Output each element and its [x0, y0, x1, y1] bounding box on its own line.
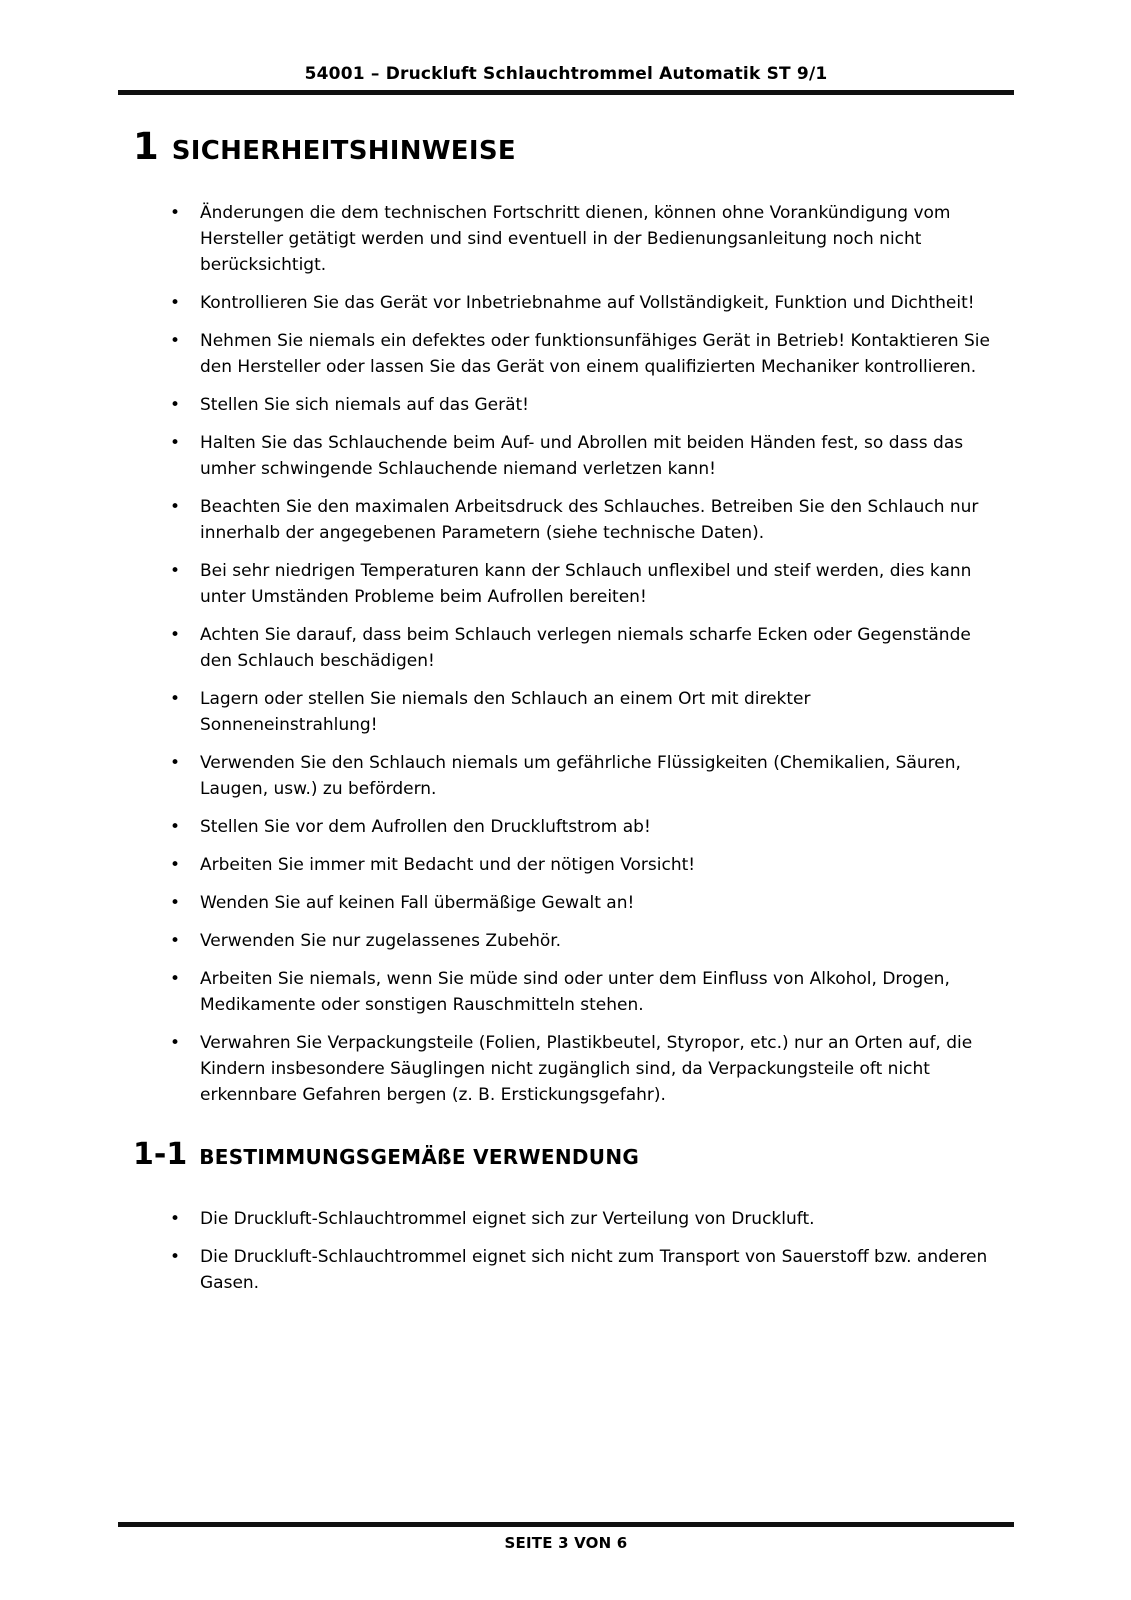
- list-item: [170, 1030, 991, 1108]
- list-item: [170, 622, 991, 674]
- list-item-text: Verwenden Sie den Schlauch niemals um gefährliche Flüssigkeiten (Chemikalien, Säuren, Laugen, usw.) zu befördern.: [200, 753, 961, 799]
- bullet-marker: •: [170, 1209, 181, 1229]
- list-item-text: Arbeiten Sie niemals, wenn Sie müde sind oder unter dem Einfluss von Alkohol, Drogen, Medikamente oder sonstigen Rauschmitteln stehen.: [200, 969, 950, 1015]
- bullet-marker: •: [170, 331, 181, 351]
- list-item-text: Kontrollieren Sie das Gerät vor Inbetriebnahme auf Vollständigkeit, Funktion und Dichtheit!: [200, 293, 975, 313]
- section-heading-1-1: [133, 1137, 991, 1172]
- list-item-text: Bei sehr niedrigen Temperaturen kann der Schlauch unflexibel und steif werden, dies kann unter Umständen Probleme beim Aufrollen bereiten!: [200, 561, 972, 607]
- list-item-text: Achten Sie darauf, dass beim Schlauch verlegen niemals scharfe Ecken oder Gegenstände den Schlauch beschädigen!: [200, 625, 971, 671]
- list-item: [170, 966, 991, 1018]
- bullet-marker: •: [170, 293, 181, 313]
- list-item-text: Die Druckluft-Schlauchtrommel eignet sich zur Verteilung von Druckluft.: [200, 1209, 815, 1229]
- bullet-marker: •: [170, 931, 181, 951]
- section-title: BESTIMMUNGSGEMÄßE VERWENDUNG: [199, 1145, 640, 1169]
- page-number-label: SEITE 3 VON 6: [504, 1534, 628, 1552]
- header-rule: [118, 90, 1014, 95]
- list-item-text: Beachten Sie den maximalen Arbeitsdruck des Schlauches. Betreiben Sie den Schlauch nur innerhalb der angegebenen Parametern (siehe technische Daten).: [200, 497, 979, 543]
- list-item: [170, 852, 991, 878]
- list-item: [170, 814, 991, 840]
- bullet-marker: •: [170, 625, 181, 645]
- list-item-text: Änderungen die dem technischen Fortschritt dienen, können ohne Vorankündigung vom Hersteller getätigt werden und sind eventuell in der Bedienungsanleitung noch nicht berücksichtigt.: [200, 203, 951, 275]
- list-item: [170, 928, 991, 954]
- bullet-marker: •: [170, 1247, 181, 1267]
- list-item-text: Verwenden Sie nur zugelassenes Zubehör.: [200, 931, 562, 951]
- list-item-text: Verwahren Sie Verpackungsteile (Folien, Plastikbeutel, Styropor, etc.) nur an Orten auf, die Kindern insbesondere Säuglingen nicht zugänglich sind, da Verpackungsteile oft nicht erkennbare Gefahren bergen (z. B. Erstickungsgefahr).: [200, 1033, 973, 1105]
- list-item: [170, 328, 991, 380]
- list-item: [170, 200, 991, 278]
- safety-bullet-list: [170, 200, 991, 1108]
- list-item: [170, 430, 991, 482]
- bullet-marker: •: [170, 497, 181, 517]
- section-heading-1: [133, 125, 991, 168]
- header-title: 54001 – Druckluft Schlauchtrommel Automatik ST 9/1: [304, 64, 828, 84]
- bullet-marker: •: [170, 395, 181, 415]
- list-item-text: Stellen Sie vor dem Aufrollen den Druckluftstrom ab!: [200, 817, 651, 837]
- list-item: [170, 1206, 991, 1232]
- footer-rule: [118, 1522, 1014, 1527]
- bullet-marker: •: [170, 855, 181, 875]
- list-item-text: Lagern oder stellen Sie niemals den Schlauch an einem Ort mit direkter Sonneneinstrahlung!: [200, 689, 811, 735]
- list-item: [170, 890, 991, 916]
- bullet-marker: •: [170, 893, 181, 913]
- list-item: [170, 494, 991, 546]
- section-number: 1: [133, 125, 159, 168]
- section-number: 1-1: [133, 1137, 188, 1172]
- list-item: [170, 558, 991, 610]
- bullet-marker: •: [170, 203, 181, 223]
- list-item: [170, 290, 991, 316]
- bullet-marker: •: [170, 817, 181, 837]
- list-item: [170, 1244, 991, 1296]
- list-item-text: Arbeiten Sie immer mit Bedacht und der nötigen Vorsicht!: [200, 855, 696, 875]
- section-title: SICHERHEITSHINWEISE: [171, 136, 516, 166]
- list-item-text: Stellen Sie sich niemals auf das Gerät!: [200, 395, 529, 415]
- list-item-text: Die Druckluft-Schlauchtrommel eignet sich nicht zum Transport von Sauerstoff bzw. anderen Gasen.: [200, 1247, 988, 1293]
- bullet-marker: •: [170, 689, 181, 709]
- list-item: [170, 686, 991, 738]
- list-item-text: Wenden Sie auf keinen Fall übermäßige Gewalt an!: [200, 893, 635, 913]
- bullet-marker: •: [170, 433, 181, 453]
- bullet-marker: •: [170, 1033, 181, 1053]
- list-item-text: Halten Sie das Schlauchende beim Auf- und Abrollen mit beiden Händen fest, so dass das umher schwingende Schlauchende niemand verletzen kann!: [200, 433, 964, 479]
- bullet-marker: •: [170, 753, 181, 773]
- intended-use-bullet-list: [170, 1206, 991, 1296]
- list-item-text: Nehmen Sie niemals ein defektes oder funktionsunfähiges Gerät in Betrieb! Kontaktieren Sie den Hersteller oder lassen Sie das Gerät von einem qualifizierten Mechaniker kontrollieren.: [200, 331, 990, 377]
- bullet-marker: •: [170, 561, 181, 581]
- list-item: [170, 392, 991, 418]
- page-content: [133, 125, 991, 1308]
- list-item: [170, 750, 991, 802]
- bullet-marker: •: [170, 969, 181, 989]
